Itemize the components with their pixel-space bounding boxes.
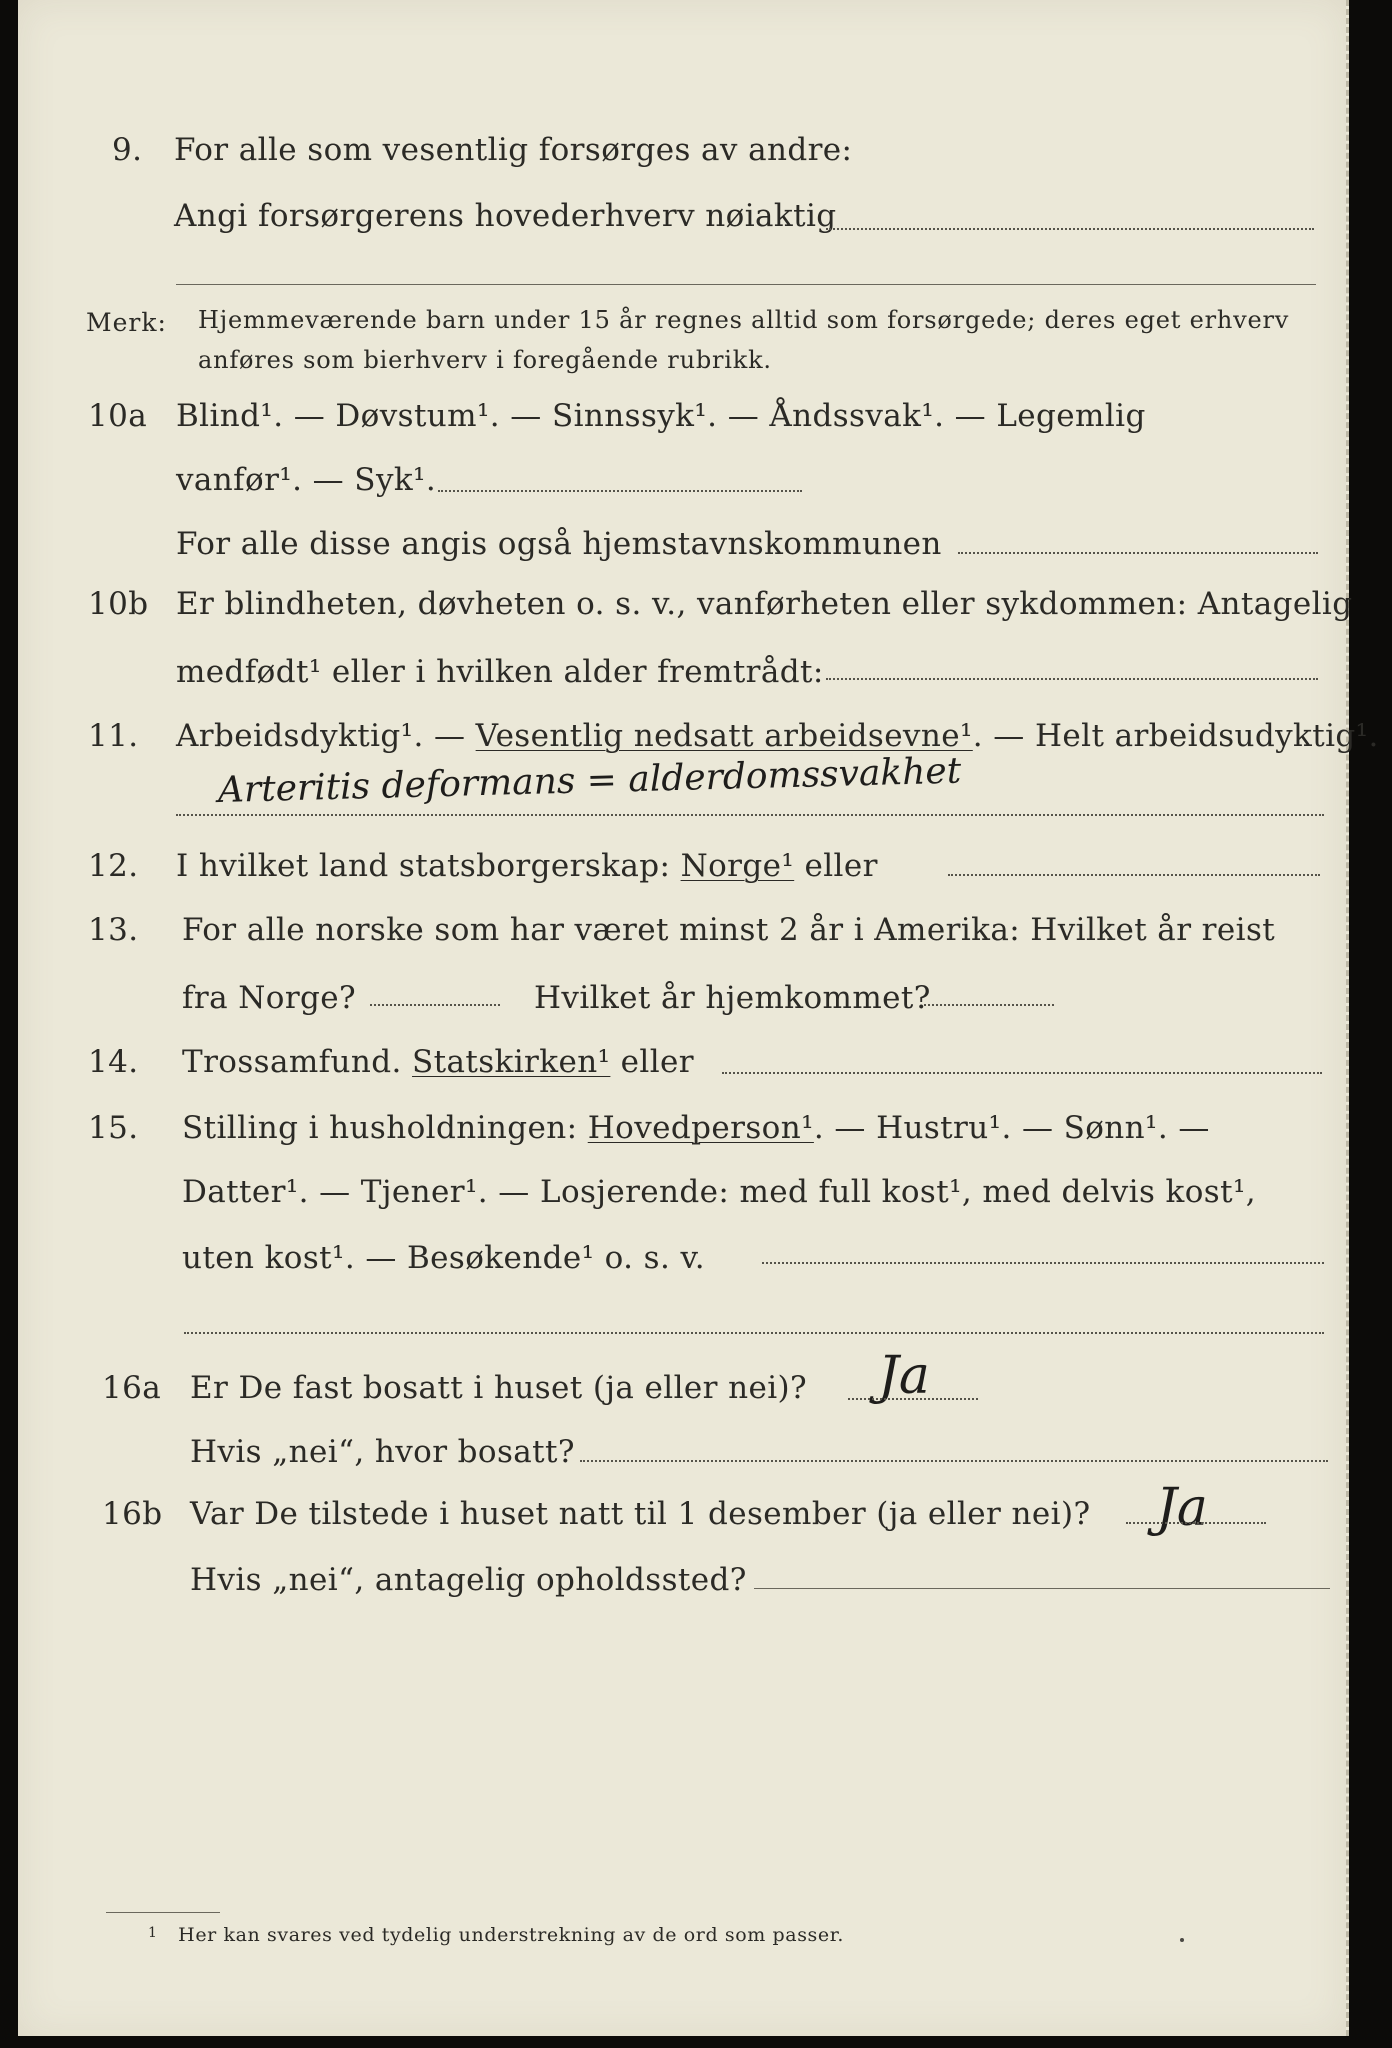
footnote-rule bbox=[106, 1912, 220, 1913]
q13-hjemkommet-field[interactable] bbox=[924, 1004, 1054, 1006]
q9-number: 9. bbox=[112, 132, 143, 168]
q10a-number: 10a bbox=[88, 398, 148, 434]
q12-option-norge-underlined[interactable]: Norge¹ bbox=[680, 848, 795, 884]
q11-option-udyktig[interactable]: . — Helt arbeidsudyktig¹. bbox=[972, 718, 1379, 754]
q10a-question-line2: vanfør¹. — Syk¹. bbox=[176, 462, 437, 498]
q10b-question-line2: medfødt¹ eller i hvilken alder fremtrådt: bbox=[176, 654, 824, 690]
merk-label: Merk: bbox=[86, 308, 167, 337]
q13-hjemkommet-label: Hvilket år hjemkommet? bbox=[534, 980, 931, 1016]
q16b-number: 16b bbox=[102, 1496, 163, 1532]
q15-number: 15. bbox=[88, 1110, 139, 1146]
q10b-number: 10b bbox=[88, 586, 149, 622]
q11-handwritten-answer: Arteritis deformans = alderdomssvakhet bbox=[217, 750, 962, 811]
q14-option-statskirken-underlined[interactable]: Statskirken¹ bbox=[412, 1044, 611, 1080]
q16b-question: Var De tilstede i huset natt til 1 desember (ja eller nei)? bbox=[190, 1496, 1091, 1532]
q9-question: For alle som vesentlig forsørges av andre: bbox=[174, 132, 853, 168]
q16b-handwritten-answer: Ja bbox=[1156, 1478, 1208, 1538]
q14-label: Trossamfund. bbox=[182, 1044, 413, 1080]
q13-question: For alle norske som har været minst 2 år i Amerika: Hvilket år reist bbox=[182, 912, 1276, 948]
q10a-question: Blind¹. — Døvstum¹. — Sinnssyk¹. — Åndssvak¹. — Legemlig bbox=[176, 398, 1146, 434]
q15-label: Stilling i husholdningen: bbox=[182, 1110, 588, 1146]
q12-number: 12. bbox=[88, 848, 139, 884]
q10a-syk-field[interactable] bbox=[438, 490, 802, 492]
q13-reist-label: fra Norge? bbox=[182, 980, 357, 1016]
census-form-page bbox=[18, 0, 1379, 2036]
q15-options-family[interactable]: . — Hustru¹. — Sønn¹. — bbox=[813, 1110, 1210, 1146]
q16b-question-line2: Hvis „nei“, antagelig opholdssted? bbox=[190, 1562, 747, 1598]
q10b-answer-field[interactable] bbox=[826, 678, 1318, 680]
q16a-answer-field[interactable] bbox=[848, 1398, 978, 1400]
q14-number: 14. bbox=[88, 1044, 139, 1080]
q14-option-eller: eller bbox=[610, 1044, 694, 1080]
q9-answer-field-2[interactable] bbox=[176, 284, 1316, 285]
q10a-hjemstavn-field[interactable] bbox=[958, 552, 1318, 554]
q13-reist-field[interactable] bbox=[370, 1004, 500, 1006]
footnote-marker: 1 bbox=[148, 1925, 158, 1941]
q13-number: 13. bbox=[88, 912, 139, 948]
q11-question bbox=[176, 718, 1379, 754]
q15-options-line3[interactable]: uten kost¹. — Besøkende¹ o. s. v. bbox=[182, 1240, 705, 1276]
q10a-question-line3: For alle disse angis også hjemstavnskommunen bbox=[176, 526, 942, 562]
footnote bbox=[148, 1924, 844, 1946]
q12-answer-field[interactable] bbox=[948, 874, 1320, 876]
q11-option-arbeidsdyktig[interactable]: Arbeidsdyktig¹. — bbox=[176, 718, 476, 754]
q16a-question: Er De fast bosatt i huset (ja eller nei)? bbox=[190, 1370, 808, 1406]
q16a-number: 16a bbox=[102, 1370, 162, 1406]
q14-answer-field[interactable] bbox=[722, 1072, 1322, 1074]
q12-question bbox=[176, 848, 878, 884]
q15-option-hovedperson-underlined[interactable]: Hovedperson¹ bbox=[587, 1110, 814, 1146]
merk-text: Hjemmeværende barn under 15 år regnes alltid som forsørgede; deres eget erhverv anføres som bierhverv i foregående rubrikk. bbox=[198, 306, 1290, 374]
q11-answer-field[interactable] bbox=[176, 814, 1324, 816]
footnote-text: Her kan svares ved tydelig understrekning av de ord som passer. bbox=[178, 1924, 844, 1946]
q9-question-line2: Angi forsørgerens hovederhverv nøiaktig bbox=[174, 198, 837, 234]
q12-label: I hvilket land statsborgerskap: bbox=[176, 848, 681, 884]
q16b-opholdssted-field[interactable] bbox=[754, 1588, 1330, 1589]
q16a-bosatt-field[interactable] bbox=[580, 1460, 1328, 1462]
q14-question bbox=[182, 1044, 694, 1080]
q15-answer-field-2[interactable] bbox=[184, 1332, 1324, 1334]
q15-options-line2[interactable]: Datter¹. — Tjener¹. — Losjerende: med full kost¹, med delvis kost¹, bbox=[182, 1174, 1257, 1210]
q16a-handwritten-answer: Ja bbox=[878, 1346, 930, 1406]
q16b-answer-field[interactable] bbox=[1126, 1522, 1266, 1524]
q16a-question-line2: Hvis „nei“, hvor bosatt? bbox=[190, 1434, 575, 1470]
q11-number: 11. bbox=[88, 718, 139, 754]
q11-option-nedsatt-underlined[interactable]: Vesentlig nedsatt arbeidsevne¹ bbox=[475, 718, 973, 754]
q10b-question: Er blindheten, døvheten o. s. v., vanførheten eller sykdommen: Antagelig bbox=[176, 586, 1353, 622]
q15-question bbox=[182, 1110, 1210, 1146]
q15-answer-field[interactable] bbox=[762, 1262, 1324, 1264]
scan-speck bbox=[1180, 1938, 1184, 1942]
q9-answer-field[interactable] bbox=[826, 228, 1314, 230]
q12-option-eller: eller bbox=[794, 848, 878, 884]
